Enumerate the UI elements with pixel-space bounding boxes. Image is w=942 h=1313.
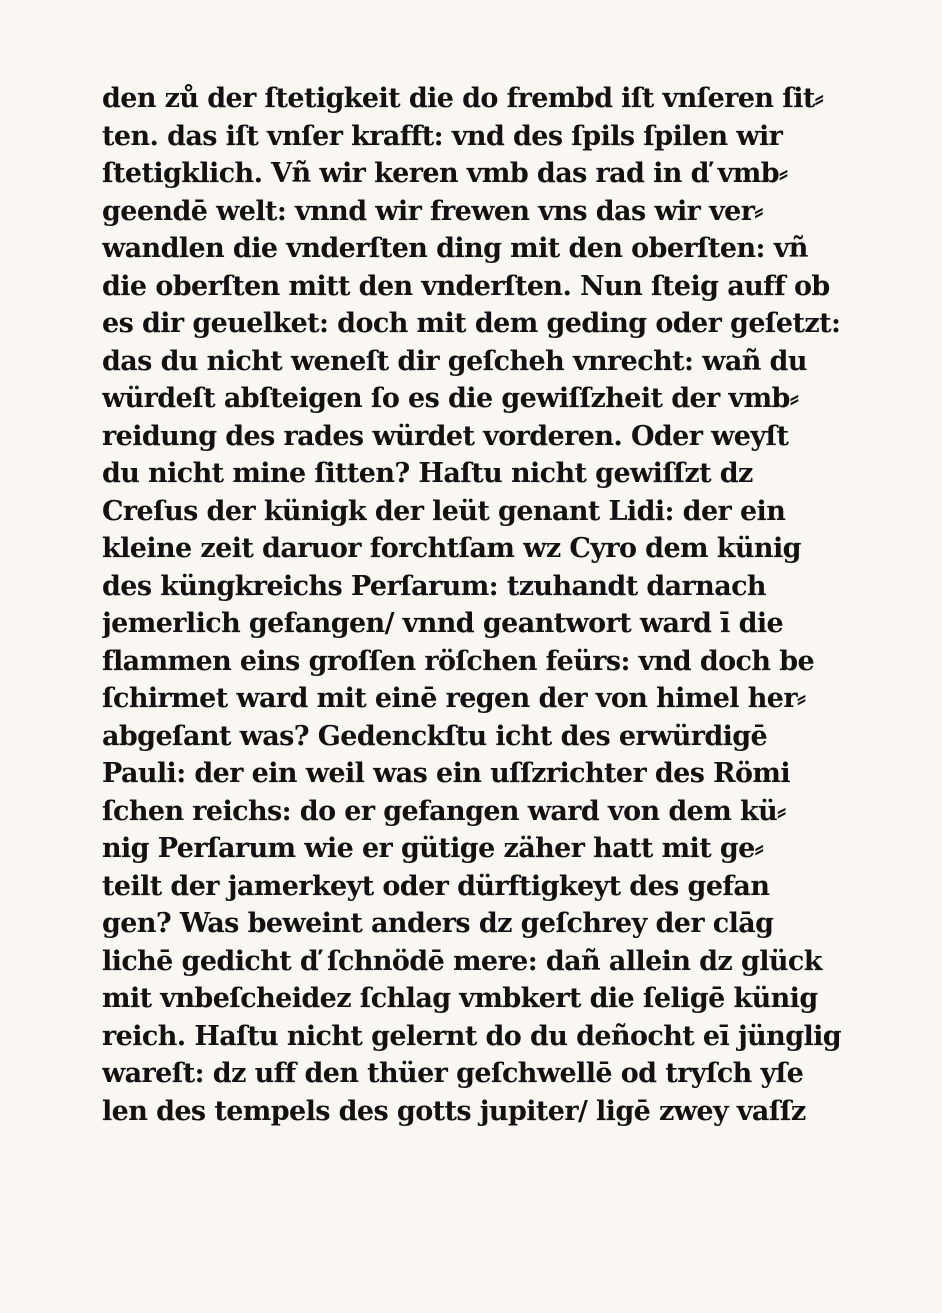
text-line: ſtetigklich. Vñ wir keren vmb das rad in ď vmb⸗ xyxy=(102,158,788,189)
text-line: Creſus der künigk der leüt genant Lidi: der ein xyxy=(102,495,786,527)
text-line: kleine zeit daruor forchtſam wz Cyro dem künig xyxy=(102,533,801,564)
text-line: wareſt: dz uff den thüer geſchwellē od tryſch yſe xyxy=(102,1058,804,1089)
text-line: mit vnbeſcheidez ſchlag vmbkert die ſeligē künig xyxy=(102,983,818,1014)
text-line: jemerlich gefangen/ vnnd geantwort ward ī die xyxy=(102,608,784,639)
text-line: würdeſt abſteigen ſo es die gewiſſzheit der vmb⸗ xyxy=(102,383,799,414)
text-line: reich. Haſtu nicht gelernt do du deñocht eī jünglig xyxy=(102,1020,842,1052)
text-line: ten. das iſt vnſer krafft: vnd des ſpils ſpilen wir xyxy=(102,120,783,152)
text-line: reidung des rades würdet vorderen. Oder weyſt xyxy=(102,420,789,452)
text-line: es dir geuelket: doch mit dem geding oder geſetzt: xyxy=(102,308,841,339)
text-line: abgeſant was? Gedenckſtu icht des erwürdigē xyxy=(102,720,768,752)
text-line: des küngkreichs Perſarum: tzuhandt darnach xyxy=(102,570,766,602)
text-line: teilt der jamerkeyt oder dürftigkeyt des gefan xyxy=(102,870,770,902)
text-line: ſchen reichs: do er gefangen ward von dem kü⸗ xyxy=(102,795,786,827)
text-line: du nicht mine ſitten? Haſtu nicht gewiſſzt dz xyxy=(102,458,753,489)
text-line: das du nicht weneſt dir geſcheh vnrecht: wañ du xyxy=(102,345,807,377)
text-line: flammen eins groſſen röſchen feürs: vnd doch be xyxy=(102,645,815,677)
text-line: die oberſten mitt den vnderſten. Nun ſteig auff ob xyxy=(102,270,830,302)
text-line: Pauli: der ein weil was ein uſſzrichter des Römi xyxy=(102,758,791,789)
text-line: len des tempels des gotts jupiter/ ligē zwey vaſſz xyxy=(102,1095,806,1127)
text-line: wandlen die vnderſten ding mit den oberſten: vñ xyxy=(102,233,808,264)
text-line: gen? Was beweint anders dz geſchrey der clāg xyxy=(102,908,774,939)
blackletter-text-block xyxy=(102,80,854,1130)
text-line: ſchirmet ward mit einē regen der von himel her⸗ xyxy=(102,683,806,714)
text-line: nig Perſarum wie er gütige zäher hatt mit ge⸗ xyxy=(102,833,764,864)
text-line: lichē gedicht ď ſchnödē mere: dañ allein dz glück xyxy=(102,945,822,977)
text-line: den zů der ſtetigkeit die do frembd iſt vnſeren ſit⸗ xyxy=(102,83,824,114)
text-line: geendē welt: vnnd wir frewen vns das wir ver⸗ xyxy=(102,195,763,227)
